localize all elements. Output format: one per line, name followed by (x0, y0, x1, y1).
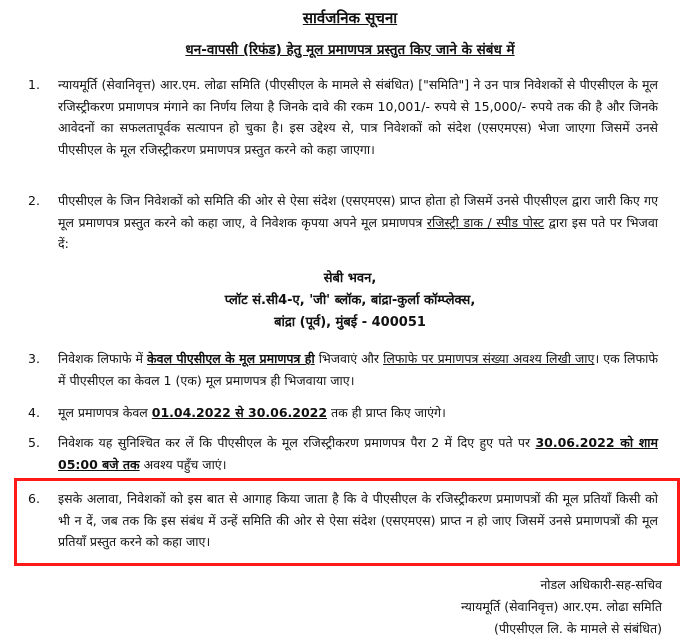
notice-subtitle: धन-वापसी (रिफंड) हेतु मूल प्रमाणपत्र प्रस्तुत किए जाने के संबंध में (185, 42, 515, 58)
paragraph-text-part: तक ही प्राप्त किए जाएंगे। (327, 405, 446, 420)
paragraph-text-part: मूल प्रमाणपत्र केवल (58, 405, 152, 420)
paragraph-text-part: अवश्य पहुँच जाएं। (139, 456, 227, 472)
paragraph-5 (28, 432, 658, 475)
emphasis-text: लिफाफे पर प्रमाणपत्र संख्या अवश्य लिखी जाए (383, 351, 595, 366)
paragraph-text-part: पीएसीएल के जिन निवेशकों को समिति की ओर से ऐसा संदेश (एसएमएस) प्राप्त होता हो जिसमें उनसे पीएसीएल द्वारा जारी किए गए मूल प्रमाणपत्र प्रस्तुत करने को कहा जाए, वे निवेशक कृपया अपने मूल प्रमाणपत्र (58, 193, 658, 230)
paragraph-number: 5. (28, 435, 40, 450)
signature-line: नोडल अधिकारी-सह-सचिव (540, 577, 662, 592)
paragraph-text: इसके अलावा, निवेशकों को इस बात से आगाह किया जाता है कि वे पीएसीएल के रजिस्ट्रीकरण प्रमाणपत्रों की मूल प्रतियाँ किसी को भी न दें, जब तक कि इस संबंध में उन्हें समिति की ओर से ऐसा संदेश (एसएमएस) प्राप्त न हो जाए जिसमें उनसे प्रमाणपत्रों की मूल प्रतियाँ प्रस्तुत करने को कहा जाए। (58, 491, 658, 549)
paragraph-6 (28, 488, 658, 553)
paragraph-text (58, 190, 658, 255)
paragraph-number: 1. (28, 77, 40, 92)
address-line: बांद्रा (पूर्व), मुंबई - 400051 (274, 315, 426, 330)
paragraph-text-part: द्वारा इस पते पर भिजवा दें: (58, 214, 659, 251)
signature-block (461, 574, 662, 640)
paragraph-text-part: निवेशक यह सुनिश्चित कर लें कि पीएसीएल के मूल रजिस्ट्रीकरण प्रमाणपत्र पैरा 2 में दिए हुए पते पर (58, 435, 536, 450)
emphasis-text: केवल पीएसीएल के मूल प्रमाणपत्र ही (147, 351, 315, 366)
signature-line: (पीएसीएल लि. के मामले से संबंधित) (494, 621, 662, 636)
address-line: सेबी भवन, (323, 271, 377, 286)
paragraph-2 (28, 190, 658, 255)
paragraph-text (58, 348, 658, 391)
paragraph-text: न्यायमूर्ति (सेवानिवृत्त) आर.एम. लोढा समिति (पीएसीएल के मामले से संबंधित) ["समिति"] ने उन पात्र निवेशकों से पीएसीएल के मूल रजिस्ट्रीकरण प्रमाणपत्र मंगाने का निर्णय लिया है जिनके दावे की रकम 10,001/- रुपये से 15,000/- रुपये तक की है और जिनके आवेदनों का सफलतापूर्वक सत्यापन हो चुका है। इस उद्देश्य से, पात्र निवेशकों को संदेश (एसएमएस) भेजा जाएगा जिसमें उनसे पीएसीएल के मूल रजिस्ट्रीकरण प्रमाणपत्र प्रस्तुत करने को कहा जाएगा। (58, 77, 658, 157)
paragraph-text-part: भिजवाएं और (314, 351, 384, 366)
notice-title: सार्वजनिक सूचना (302, 9, 398, 27)
paragraph-text (58, 432, 658, 475)
paragraph-text-part: निवेशक लिफाफे में (58, 351, 148, 366)
address-line: प्लॉट सं.सी4-ए, 'जी' ब्लॉक, बांद्रा-कुर्ला कॉम्प्लेक्स, (224, 293, 476, 308)
deadline-text: 30.06.2022 को शाम 05:00 बजे तक (58, 435, 658, 472)
paragraph-3 (28, 348, 658, 391)
paragraph-1 (28, 74, 658, 160)
paragraph-number: 4. (28, 405, 40, 420)
paragraph-number: 3. (28, 351, 40, 366)
paragraph-4 (28, 402, 658, 424)
signature-line: न्यायमूर्ति (सेवानिवृत्त) आर.एम. लोढा समिति (460, 599, 662, 614)
post-method-text: रजिस्ट्री डाक / स्पीड पोस्ट (426, 214, 545, 230)
paragraph-number: 6. (28, 491, 40, 506)
date-range-text: 01.04.2022 से 30.06.2022 (151, 405, 328, 420)
paragraph-text-part: । एक लिफाफे में पीएसीएल का केवल 1 (एक) मूल प्रमाणपत्र ही भिजवाया जाए। (58, 351, 658, 388)
paragraph-text (58, 402, 658, 424)
address-block (0, 268, 700, 334)
paragraph-number: 2. (28, 193, 40, 208)
